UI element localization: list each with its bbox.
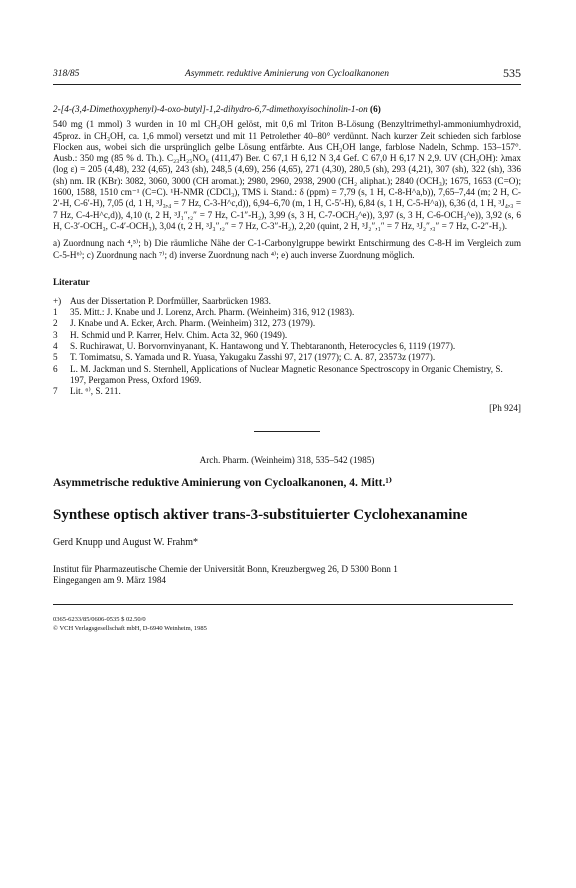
- literature-heading: Literatur: [53, 276, 90, 287]
- reference-text: Lit. ⁶⁾, S. 211.: [70, 386, 121, 397]
- assignment-notes: a) Zuordnung nach ⁴,⁵⁾; b) Die räumliche Nähe der C-1-Carbonylgruppe bewirkt Entschirmung des C-8-H im Vergleich zum C-5-H⁶⁾; c) Zuordnung nach ⁷⁾; d) inverse Zuordnung nach ⁴⁾; e) auch inverse Zuordnung möglich.: [53, 238, 521, 260]
- reference-item: [53, 307, 521, 318]
- issn-code: 0365-6233/85/0606-0535 $ 02.50/0: [53, 616, 146, 624]
- header-volume: 318/85: [53, 69, 80, 79]
- journal-citation: Arch. Pharm. (Weinheim) 318, 535–542 (1985): [199, 454, 375, 465]
- reference-item: [53, 364, 521, 387]
- institute: Institut für Pharmazeutische Chemie der Universität Bonn, Kreuzbergweg 26, D 5300 Bonn 1: [53, 563, 398, 574]
- reference-list: [53, 296, 521, 398]
- page-number: 535: [503, 66, 521, 80]
- footer: [53, 615, 521, 633]
- reference-mark: 2: [53, 318, 58, 329]
- reference-text: S. Ruchirawat, U. Borvornvinyanant, K. Hantawong und Y. Thebtaranonth, Heterocycles 6, 1119 (1977).: [70, 341, 456, 352]
- manuscript-code: [Ph 924]: [489, 402, 521, 413]
- running-header: [53, 68, 521, 85]
- reference-mark: 3: [53, 329, 58, 340]
- copyright-line: © VCH Verlagsgesellschaft mbH, D-6940 Weinheim, 1985: [53, 625, 207, 633]
- reference-item: [53, 330, 521, 341]
- reference-text: Aus der Dissertation P. Dorfmüller, Saarbrücken 1983.: [70, 295, 271, 306]
- reference-item: [53, 386, 521, 397]
- reference-text: 35. Mitt.: J. Knabe und J. Lorenz, Arch. Pharm. (Weinheim) 316, 912 (1983).: [70, 307, 355, 318]
- reference-text: H. Schmid und P. Karrer, Helv. Chim. Acta 32, 960 (1949).: [70, 329, 288, 340]
- reference-text: L. M. Jackman und S. Sternhell, Applications of Nuclear Magnetic Resonance Spectroscopy in Organic Chemistry, S. 197, Pergamon Press, Oxford 1969.: [70, 363, 503, 385]
- reference-mark: 7: [53, 386, 58, 397]
- reference-item: [53, 296, 521, 307]
- reference-mark: 4: [53, 341, 58, 352]
- reference-mark: 6: [53, 363, 58, 374]
- series-title: Asymmetrische reduktive Aminierung von Cycloalkanonen, 4. Mitt.¹⁾: [53, 476, 393, 489]
- reference-mark: 1: [53, 307, 58, 318]
- reference-mark: +): [53, 295, 62, 306]
- received-date: Eingegangen am 9. März 1984: [53, 574, 167, 585]
- compound-heading: [53, 104, 521, 115]
- reference-item: [53, 352, 521, 363]
- experimental-text: 540 mg (1 mmol) 3 wurden in 10 ml CH₃OH gelöst, mit 0,6 ml Triton B-Lösung (Benzyltrimethyl-ammoniumhydroxid, 45proz. in CH₃OH, ca. 1,6 mmol) versetzt und mit 11 Petrolether 40–80° verdünnt. Nach kurzer Zeit schieden sich farblose Flocken aus, wobei sich die ursprünglich gelbe Lösung entfärbte. Aus CH₃OH lange, farblose Nadeln, Schmp. 153–157°. Ausb.: 350 mg (85 % d. Th.). C₂₃H₂₅NO₆ (411,47) Ber. C 67,1 H 6,12 N 3,4 Gef. C 67,0 H 6,17 N 2,9. UV (CH₃OH): λmax (log ε) = 205 (4,48), 232 (4,65), 243 (sh), 248,5 (4,69), 256 (4,65), 271 (4,30), 280,5 (sh), 293 (4,21), 307 (sh), 322 (sh), 336 (sh) nm. IR (KBr): 3082, 3060, 3000 (CH aromat.); 2980, 2960, 2938, 2900 (CH₂ aliphat.); 2840 (OCH₃); 1675, 1653 (C=O); 1600, 1588, 1510 cm⁻¹ (C=C). ¹H-NMR (CDCl₃), TMS i. Stand.: δ (ppm) = 7,79 (s, 1 H, C-8-H^a,b)), 7,65–7,44 (m; 2 H, C-2′-H, C-6′-H), 7,05 (d, 1 H, ³J₃,₄ = 7 Hz, C-3-H^c,d)), 6,94–6,70 (m, 1 H, C-5′-H), 6,84 (s, 1 H, C-5-H^a)), 6,36 (d, 1 H, ³J₄,₃ = 7 Hz, C-4-H^c,d)), 4,10 (t, 2 H, ³J₁″,₂″ = 7 Hz, C-1″-H₂), 3,99 (s, 3 H, C-7-OCH₃^e)), 3,97 (s, 3 H, C-6-OCH₃^e)), 3,92 (s, 6 H, C-3′-OCH₃, C-4′-OCH₃), 3,04 (t, 2 H, ³J₃″,₂″ = 7 Hz, C-3″-H₂), 2,20 (quint, 2 H, ³J₂″,₁″ = 7 Hz, ³J₂″,₃″ = 7 Hz, C-2″-H₂).: [53, 119, 521, 231]
- reference-text: J. Knabe und A. Ecker, Arch. Pharm. (Weinheim) 312, 273 (1979).: [70, 318, 316, 329]
- journal-page: [53, 68, 521, 633]
- section-divider: [254, 431, 320, 432]
- reference-text: T. Tomimatsu, S. Yamada und R. Yuasa, Yakugaku Zasshi 97, 217 (1977); C. A. 87, 23573z (1977).: [70, 352, 436, 363]
- reference-item: [53, 341, 521, 352]
- compound-number: (6): [370, 104, 381, 114]
- compound-name: 2-[4-(3,4-Dimethoxyphenyl)-4-oxo-butyl]-1,2-dihydro-6,7-dimethoxyisochinolin-1-on: [53, 104, 368, 114]
- footer-rule: [53, 604, 513, 605]
- reference-item: [53, 318, 521, 329]
- header-title: Asymmetr. reduktive Aminierung von Cycloalkanonen: [185, 69, 389, 79]
- article-authors: Gerd Knupp und August W. Frahm*: [53, 536, 198, 548]
- reference-mark: 5: [53, 352, 58, 363]
- affiliation-block: [53, 564, 521, 587]
- article-title: Synthese optisch aktiver trans-3-substituierter Cyclohexanamine: [53, 506, 468, 523]
